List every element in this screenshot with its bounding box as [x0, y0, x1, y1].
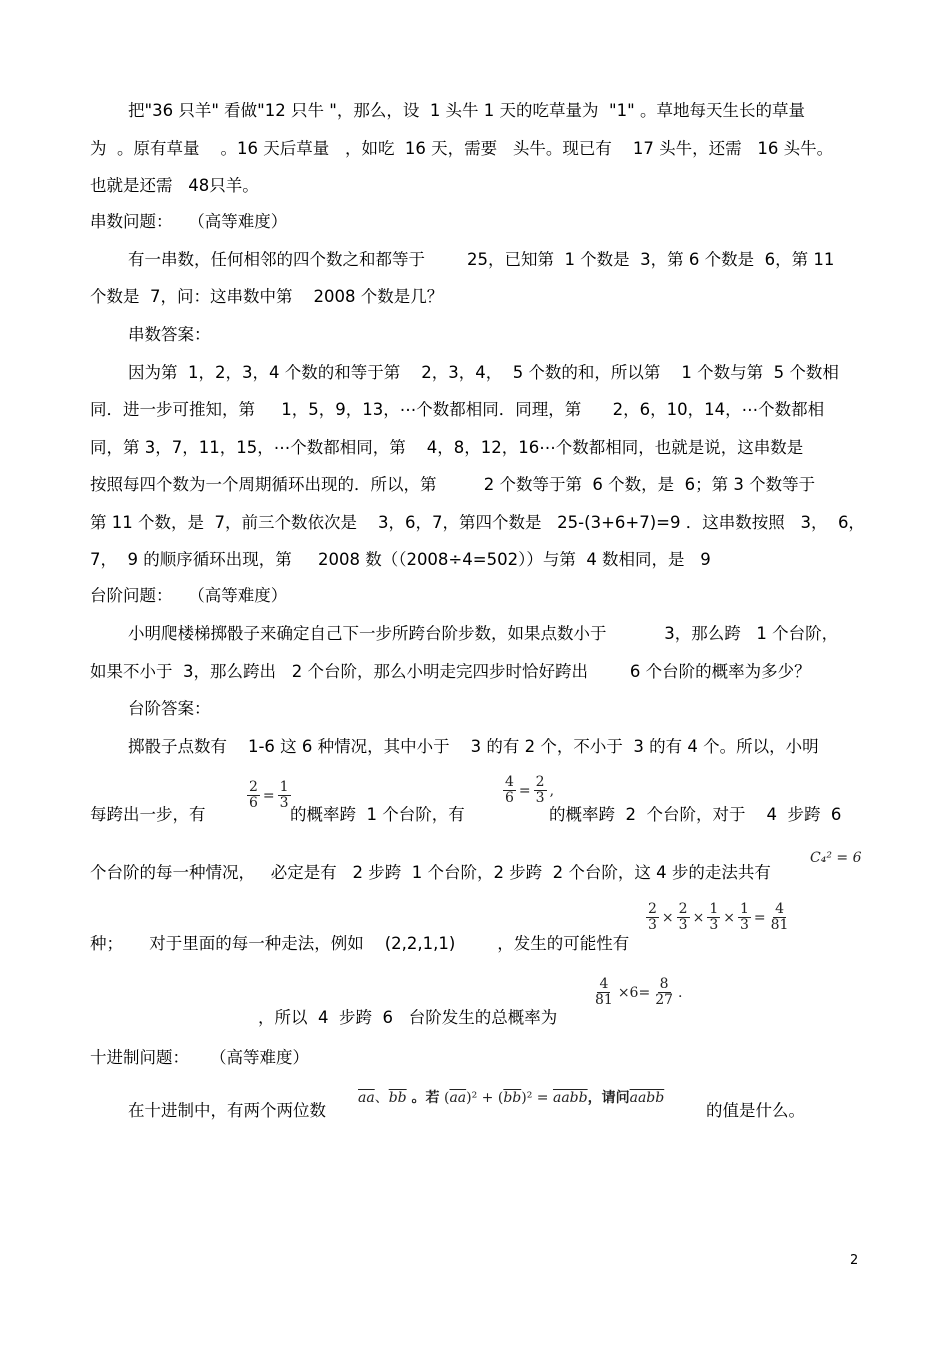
section-heading: 台阶问题： （高等难度）	[90, 586, 288, 605]
text-line: 的值是什么。	[706, 1101, 805, 1120]
text-line: 个台阶的每一种情况， 必定是有 2 步跨 1 个台阶，2 步跨 2 个台阶，这 4 步的走法共有	[90, 863, 771, 882]
text-line: 第 11 个数，是 7，前三个数依次是 3，6，7，第四个数是 25-(3+6+7)=9 ．这串数按照 3， 6，	[90, 513, 865, 532]
text-line: 同，第 3，7，11，15，⋯个数都相同，第 4，8，12，16⋯个数都相同，也就是说，这串数是	[90, 438, 804, 457]
text-line: 也就是还需 48只羊。	[90, 176, 259, 195]
text-line: 因为第 1，2，3，4 个数的和等于第 2，3，4， 5 个数的和，所以第 1 个数与第 5 个数相	[128, 363, 839, 382]
text-line: 的概率跨 2 个台阶，对于 4 步跨 6	[549, 805, 842, 824]
text-line: 每跨出一步，有	[90, 805, 206, 824]
text-line: ，所以 4 步跨 6 台阶发生的总概率为	[258, 1008, 558, 1027]
probability-product-formula: $\frac{2}{3}$ × $\frac{2}{3}$ × $\frac{1}{3}$ × $\frac{1}{3}$ = $\frac{4}{81}$	[648, 901, 789, 933]
text-line: 掷骰子点数有 1-6 这 6 种情况，其中小于 3 的有 2 个，不小于 3 的有 4 个。所以，小明	[128, 737, 819, 756]
total-probability-formula: $\frac{4}{81}$ ×6= $\frac{8}{27}$ .	[595, 976, 683, 1008]
answer-heading: 串数答案：	[128, 325, 211, 344]
text-line: 如果不小于 3，那么跨出 2 个台阶，那么小明走完四步时恰好跨出 6 个台阶的概率为多少？	[90, 662, 811, 681]
text-line: 有一串数，任何相邻的四个数之和都等于 25，已知第 1 个数是 3，第 6 个数是 6，第 11	[128, 250, 835, 269]
text-line: 在十进制中，有两个两位数	[128, 1101, 326, 1120]
text-line: 的概率跨 1 个台阶，有	[290, 805, 465, 824]
text-line: 种； 对于里面的每一种走法，例如 (2,2,1,1) ，发生的可能性有	[90, 934, 630, 953]
text-line: 按照每四个数为一个周期循环出现的．所以，第 2 个数等于第 6 个数，是 6；第 3 个数等于	[90, 475, 816, 494]
fraction-formula-2: $\frac{4}{6}$ = $\frac{2}{3}$ ,	[505, 774, 555, 806]
text-line: 个数是 7，问：这串数中第 2008 个数是几？	[90, 287, 444, 306]
text-line: 小明爬楼梯掷骰子来确定自己下一步所跨台阶步数，如果点数小于 3，那么跨 1 个台阶，	[128, 624, 839, 643]
text-line: 同．进一步可推知，第 1，5，9，13，⋯个数都相同．同理，第 2，6，10，14，⋯个数都相	[90, 400, 825, 419]
decimal-problem-formula: $\overline{aa}$、$\overline{bb}$ 。若 $(\overline{aa})^2 + (\overline{bb})^2$ = aabb，请问aabb	[358, 1090, 665, 1106]
text-line: 为 。原有草量 。16 天后草量 ，如吃 16 天，需要 头牛。现已有 17 头牛，还需 16 头牛。	[90, 139, 834, 158]
answer-heading: 台阶答案：	[128, 699, 211, 718]
combination-formula: C₄² = 6	[810, 850, 862, 866]
text-line: 7， 9 的顺序循环出现，第 2008 数（（2008÷4=502））与第 4 数相同，是 9	[90, 550, 711, 569]
page-number: 2	[850, 1253, 859, 1268]
section-heading: 串数问题： （高等难度）	[90, 212, 288, 231]
text-line: 把"36 只羊" 看做"12 只牛 "，那么，设 1 头牛 1 天的吃草量为 "1" 。草地每天生长的草量	[128, 101, 805, 120]
fraction-formula-1: $\frac{2}{6}$ = $\frac{1}{3}$	[249, 779, 289, 811]
section-heading: 十进制问题： （高等难度）	[90, 1048, 309, 1067]
